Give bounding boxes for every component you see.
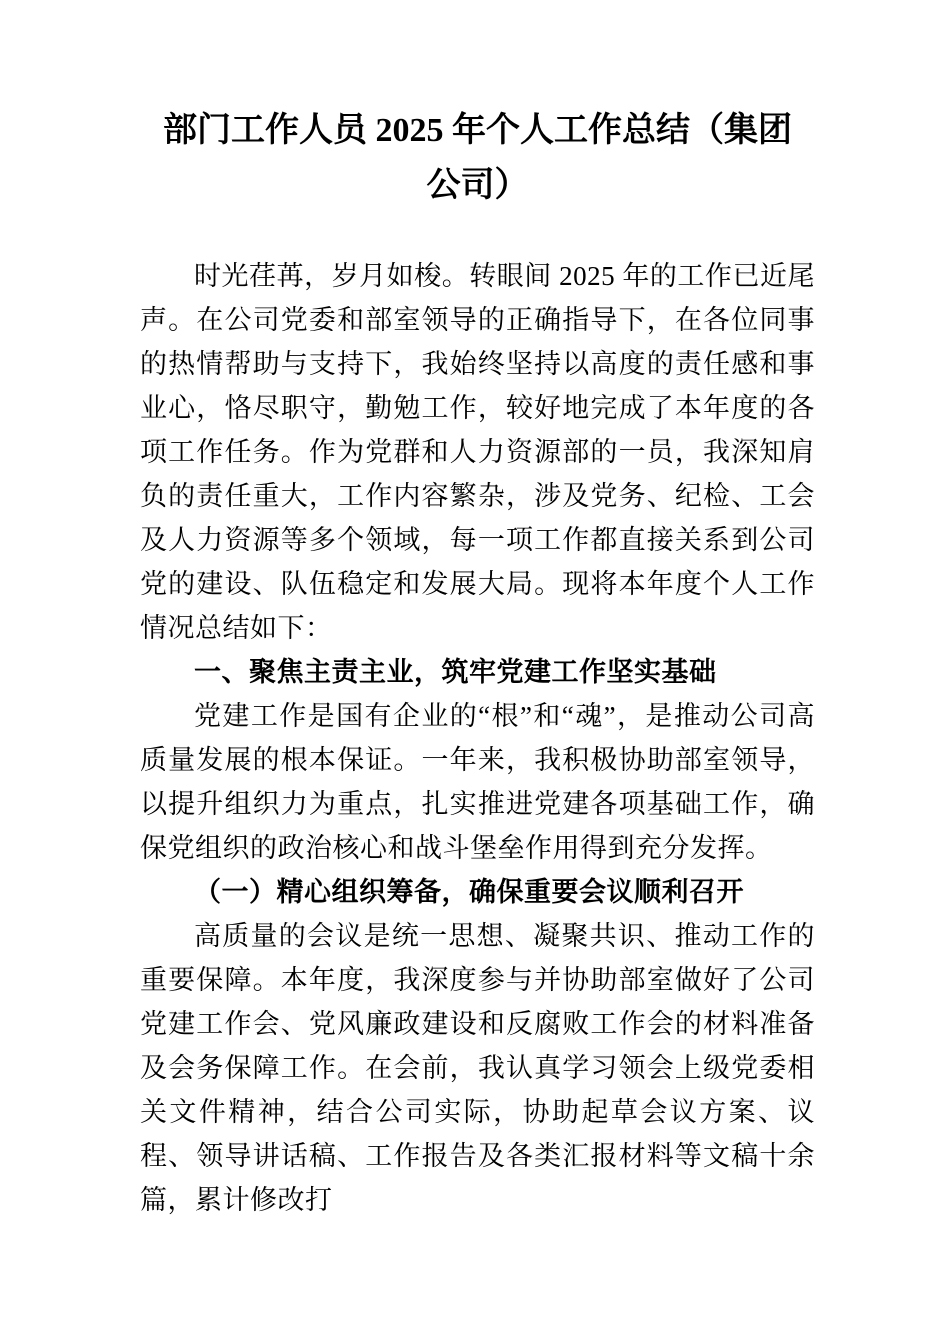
document-title-line-1: 部门工作人员 2025 年个人工作总结（集团 — [163, 112, 792, 149]
section-heading-1: 一、聚焦主责主业，筑牢党建工作坚实基础 — [194, 657, 717, 687]
subsection-heading-1-1: （一）精心组织筹备，确保重要会议顺利召开 — [194, 877, 744, 907]
document-title-line-2: 公司） — [426, 167, 529, 204]
intro-paragraph: 时光荏苒，岁月如梭。转眼间 2025 年的工作已近尾声。在公司党委和部室领导的正确指导下，在各位同事的热情帮助与支持下，我始终坚持以高度的责任感和事业心，恪尽职守，勤勉工作，较好地完成了本年度的各项工作任务。作为党群和人力资源部的一员，我深知肩负的责任重大，工作内容繁杂，涉及党务、纪检、工会及人力资源等多个领域，每一项工作都直接关系到公司党的建设、队伍稳定和发展大局。现将本年度个人工作情况总结如下： — [140, 261, 815, 643]
subsection-1-1-paragraph: 高质量的会议是统一思想、凝聚共识、推动工作的重要保障。本年度，我深度参与并协助部室做好了公司党建工作会、党风廉政建设和反腐败工作会的材料准备及会务保障工作。在会前，我认真学习领会上级党委相关文件精神，结合公司实际，协助起草会议方案、议程、领导讲话稿、工作报告及各类汇报材料等文稿十余篇，累计修改打 — [140, 921, 815, 1215]
document-title — [140, 103, 815, 213]
section-1-paragraph: 党建工作是国有企业的“根”和“魂”，是推动公司高质量发展的根本保证。一年来，我积极协助部室领导，以提升组织力为重点，扎实推进党建各项基础工作，确保党组织的政治核心和战斗堡垒作用得到充分发挥。 — [140, 701, 815, 863]
